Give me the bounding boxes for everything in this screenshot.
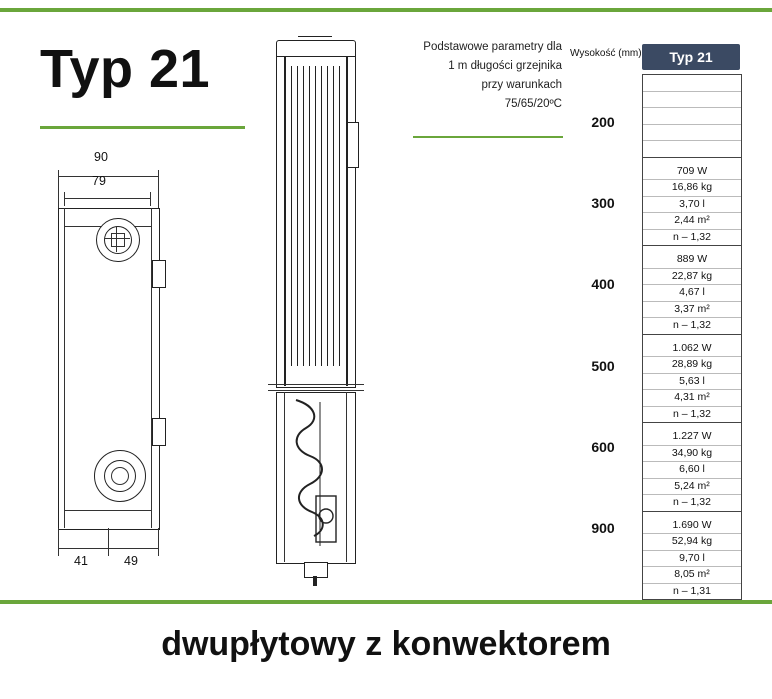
note-line-2: 1 m długości grzejnika [448, 60, 562, 72]
top-grille-slot [298, 36, 332, 42]
convector-fin [297, 66, 298, 366]
note-underline [413, 136, 563, 138]
table-row-label-900: 900 [591, 520, 615, 536]
dimension-label-width-inner: 79 [92, 174, 106, 188]
extension-line [108, 528, 109, 556]
parameters-note [392, 38, 562, 114]
convector-fin [333, 66, 334, 366]
table-row-label-300: 300 [591, 195, 615, 211]
dimension-line-41 [58, 548, 108, 549]
table-cell: 5,63 l [643, 374, 741, 391]
side-mounting-bracket [347, 122, 359, 168]
extension-line [158, 184, 159, 208]
table-cell: n – 1,32 [643, 495, 741, 511]
table-row-label-500: 500 [591, 358, 615, 374]
table-height-header: Wysokość (mm) [570, 48, 642, 59]
pipe-coil-detail [286, 396, 350, 556]
table-cell: 4,67 l [643, 285, 741, 302]
dimension-label-width-total: 90 [94, 150, 108, 164]
convector-fin [291, 66, 292, 366]
top-valve-core [111, 233, 125, 247]
table-cell: 16,86 kg [643, 180, 741, 197]
bottom-connector-pin [313, 576, 317, 586]
table-cell: 2,44 m² [643, 213, 741, 230]
table-cell: 34,90 kg [643, 446, 741, 463]
dimension-tick [158, 170, 159, 184]
body-bottom-inner-line [64, 510, 152, 511]
extension-line [58, 184, 59, 208]
table-cell: 889 W [643, 252, 741, 269]
page-subtitle: dwupłytowy z konwektorem [161, 625, 611, 663]
dimension-tick [58, 170, 59, 184]
convector-fin [321, 66, 322, 366]
dimension-tick [150, 192, 151, 206]
extension-line [158, 528, 159, 556]
table-cell [643, 141, 741, 157]
dimension-line-49 [108, 548, 158, 549]
wall-bracket-bottom [152, 418, 166, 446]
title-underline [40, 126, 245, 129]
body-left-inner-line [64, 208, 65, 528]
table-cell: 52,94 kg [643, 534, 741, 551]
table-cell: 3,37 m² [643, 302, 741, 319]
convector-fin [303, 66, 304, 366]
top-divider [0, 8, 772, 12]
table-cell: 709 W [643, 164, 741, 181]
extension-line [58, 528, 59, 556]
table-row [643, 518, 741, 601]
table-grid [642, 74, 742, 600]
section-break-line [268, 384, 364, 385]
table-cell: 1.690 W [643, 518, 741, 535]
convector-fin [339, 66, 340, 366]
page-title: Typ 21 [40, 39, 211, 99]
table-cell: 8,05 m² [643, 567, 741, 584]
table-cell: 28,89 kg [643, 357, 741, 374]
dimension-line-79 [64, 198, 150, 199]
table-cell: 9,70 l [643, 551, 741, 568]
section-break-line-2 [268, 390, 364, 391]
table-cell: 1.062 W [643, 341, 741, 358]
table-cell: 1.227 W [643, 429, 741, 446]
section-view-drawing [258, 32, 378, 592]
table-cell [643, 125, 741, 142]
convector-fin [315, 66, 316, 366]
table-cell [643, 108, 741, 125]
table-type-header: Typ 21 [642, 44, 740, 70]
wall-bracket-top [152, 260, 166, 288]
front-view-drawing [38, 150, 238, 590]
bottom-divider [0, 600, 772, 604]
dimension-label-bottom-right: 49 [124, 554, 138, 568]
bottom-valve-core [111, 467, 129, 485]
convector-fin [309, 66, 310, 366]
table-cell: n – 1,32 [643, 407, 741, 423]
note-line-4: 75/65/20ºC [504, 98, 562, 110]
table-cell [643, 75, 741, 92]
table-cell [643, 92, 741, 109]
table-cell: n – 1,32 [643, 318, 741, 334]
table-cell: 6,60 l [643, 462, 741, 479]
note-line-3: przy warunkach [481, 79, 562, 91]
note-line-1: Podstawowe parametry dla [423, 41, 562, 53]
table-cell: 4,31 m² [643, 390, 741, 407]
table-cell: n – 1,31 [643, 584, 741, 600]
top-valve-hatch [116, 226, 117, 252]
convector-fin [327, 66, 328, 366]
panel-back-line [346, 56, 348, 386]
dimension-label-bottom-left: 41 [74, 554, 88, 568]
table-row [643, 429, 741, 512]
table-row-label-600: 600 [591, 439, 615, 455]
panel-front-line [284, 56, 286, 386]
dimension-tick [64, 192, 65, 206]
table-cell: 3,70 l [643, 197, 741, 214]
table-row [643, 341, 741, 424]
table-row [643, 75, 741, 158]
lower-inner-line [284, 392, 285, 562]
top-valve-hatch [104, 238, 130, 239]
table-row-label-400: 400 [591, 276, 615, 292]
table-cell: n – 1,32 [643, 230, 741, 246]
table-cell: 22,87 kg [643, 269, 741, 286]
table-row [643, 252, 741, 335]
dimension-line-90 [58, 176, 158, 177]
table-row-label-200: 200 [591, 114, 615, 130]
table-row [643, 164, 741, 247]
body-right-inner-line [151, 208, 152, 528]
table-cell: 5,24 m² [643, 479, 741, 496]
